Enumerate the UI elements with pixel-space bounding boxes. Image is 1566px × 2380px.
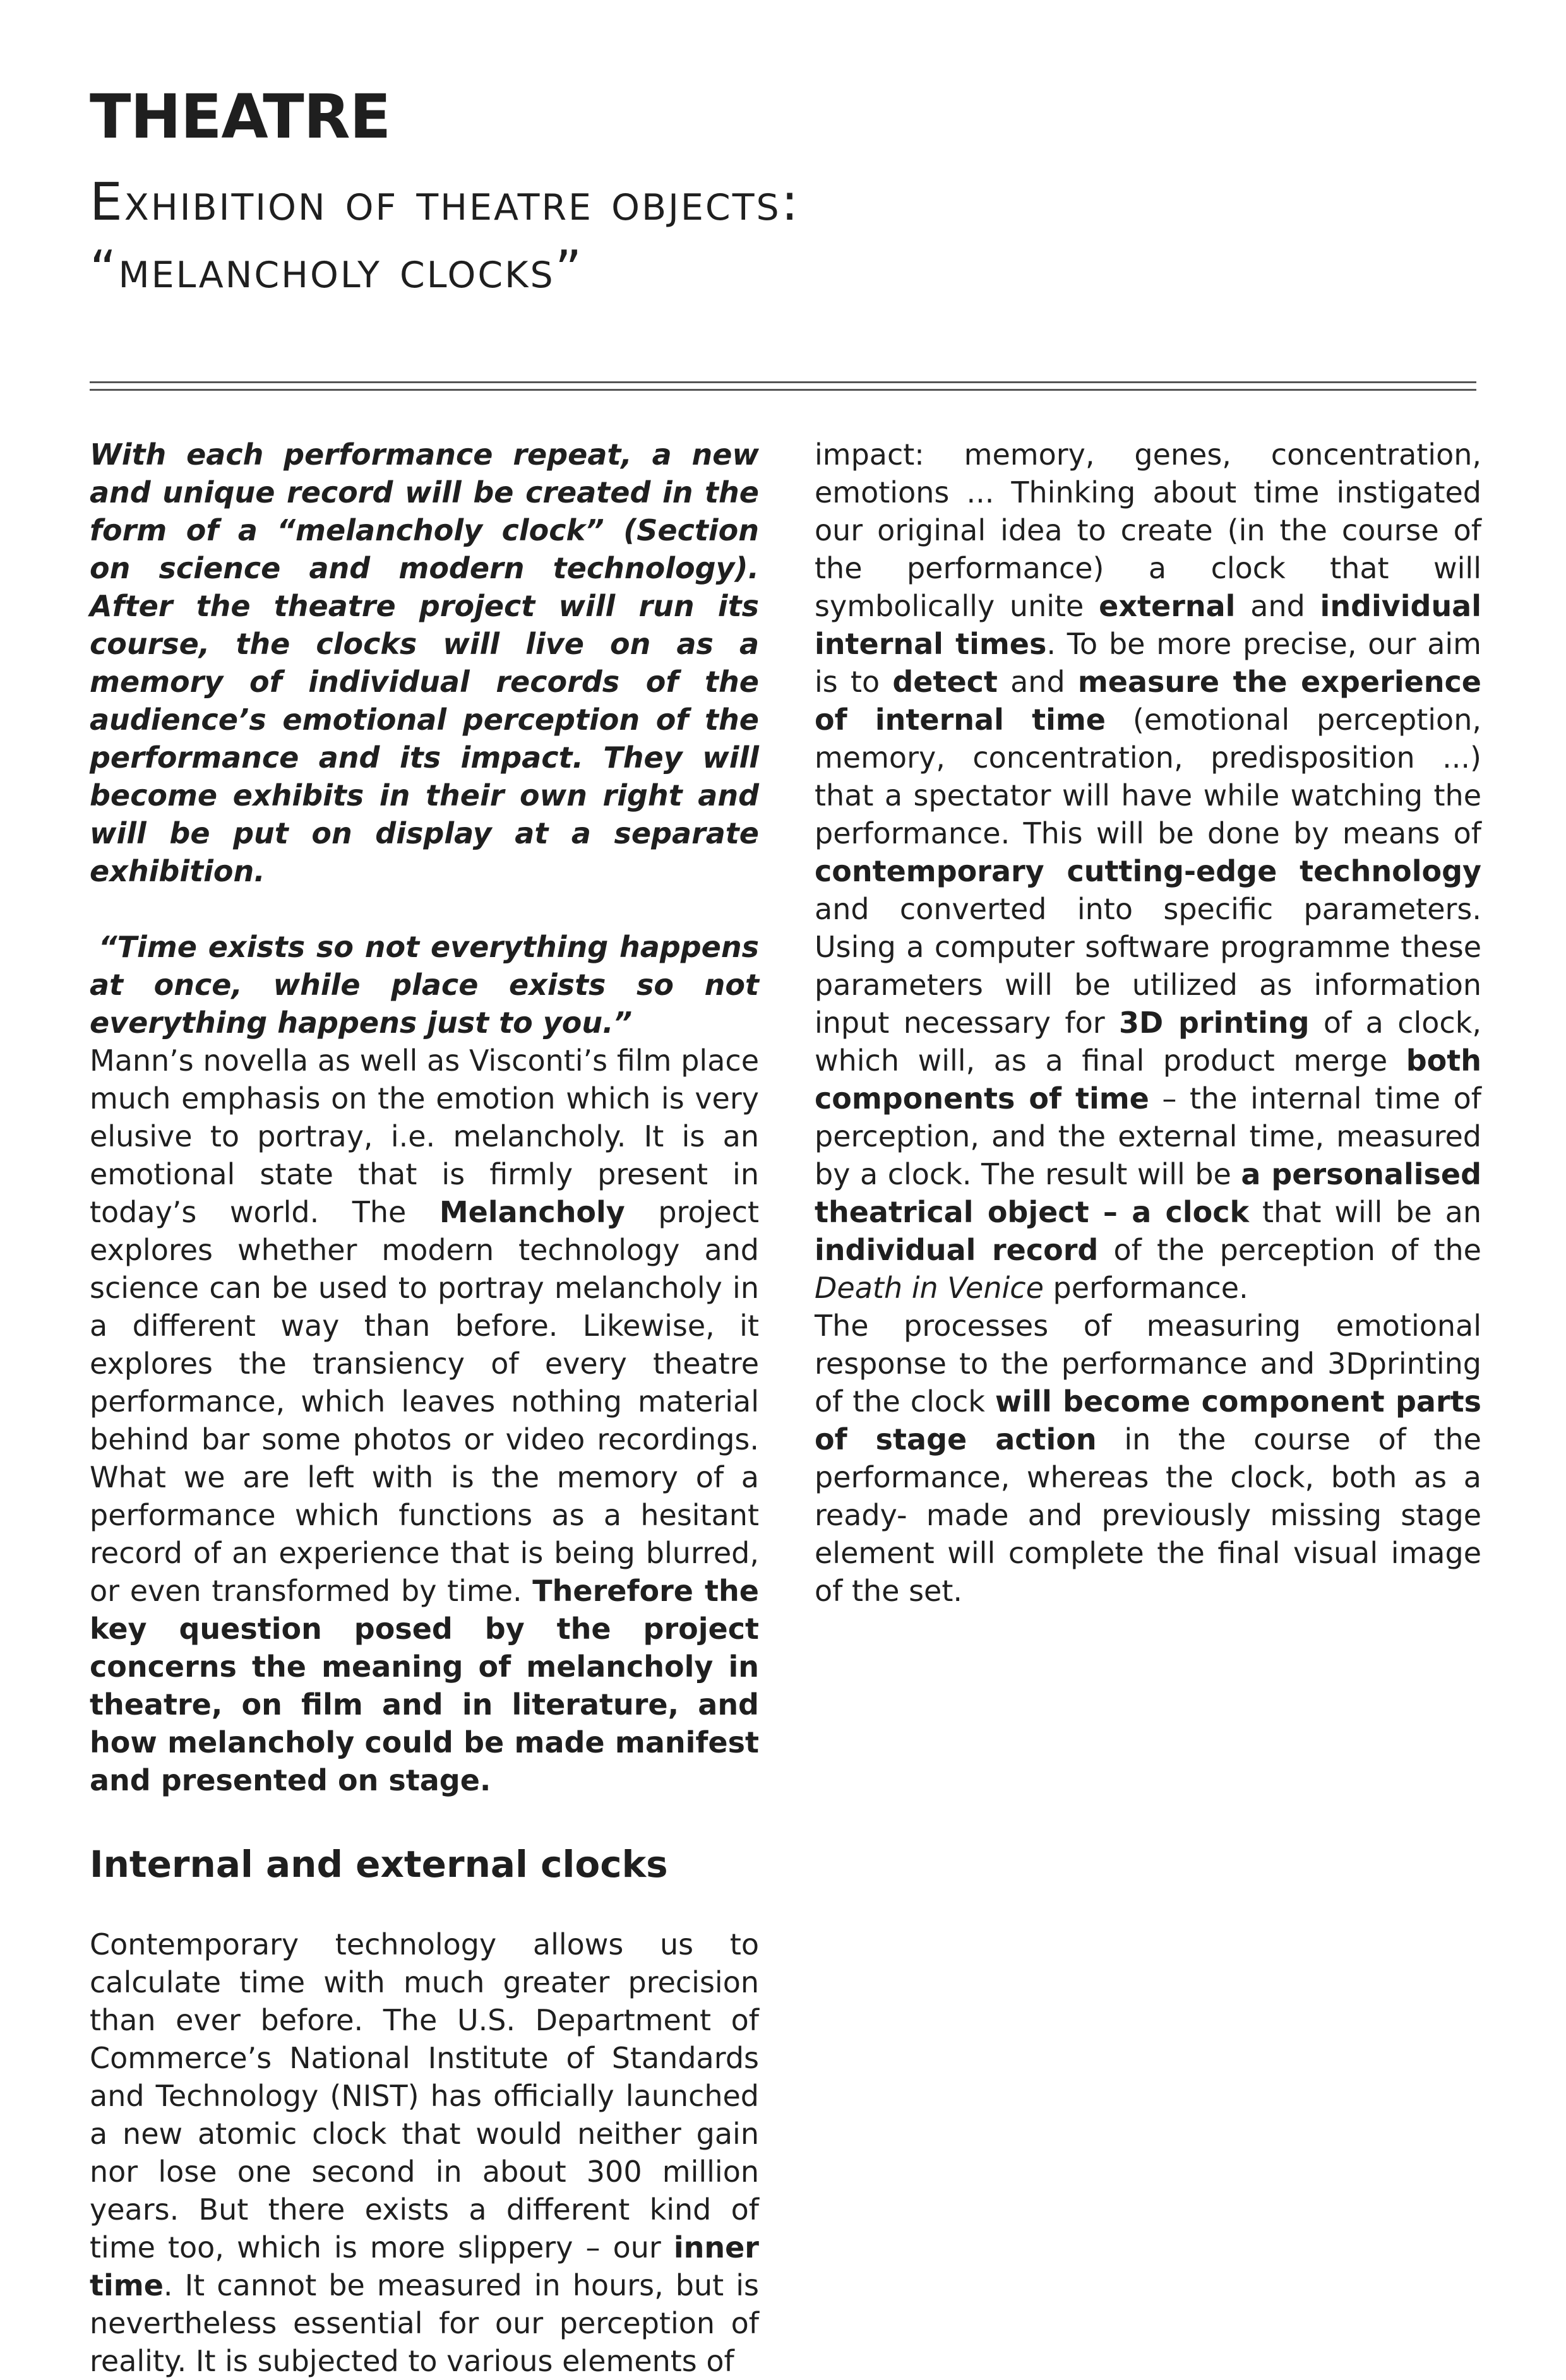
text-run: and converted into specific parameters. Using a computer software programme these parameters will be utilized as information input necessary for [815,892,1481,1040]
quote-paragraph: “Time exists so not everything happens at once, while place exists so not everything happens just to you.” [90,930,759,1040]
text-run: that will be an [1249,1195,1481,1229]
bold-run: individual internal times [815,589,1481,661]
text-run: – the internal time of perception, and the external time, measured by a clock. The result will be [815,1081,1481,1191]
bold-run: detect [892,665,998,699]
bold-run: measure the experience of internal time [815,665,1481,737]
text-run: (emotional perception, memory, concentration, predisposition ...) that a spectator will have while watching the performance. This will be done by means of [815,703,1481,850]
subtitle-line-2: “melancholy clocks” [90,239,584,300]
bold-run: Therefore the key question posed by the project concerns the meaning of melancholy in theatre, on film and in literature, and how melancholy could be made manifest and presented on stage. [90,1574,759,1797]
text-run: The processes of measuring emotional response to the performance and 3Dprinting of the clock [815,1309,1481,1419]
divider-top [90,381,1476,383]
text-run: Mann’s novella as well as Visconti’s film place much emphasis on the emotion which is very elusive to portray, i.e. melancholy. It is an emotional state that is firmly present in today’s world. The [90,1044,759,1229]
text-run: of the perception of the [1098,1233,1481,1267]
text-run: and [997,665,1078,699]
text-run: performance. [1043,1271,1248,1305]
bold-run: will become component parts of stage action [815,1384,1481,1456]
bold-run: 3D printing [1119,1006,1310,1040]
page-title: THEATRE [90,81,391,152]
body-paragraph-3 [815,436,1481,1307]
bold-run: individual record [815,1233,1099,1267]
body-paragraph-2 [90,1925,759,2380]
right-column [815,436,1481,1610]
body-paragraph-1 [90,1042,759,1799]
body-paragraph-4 [815,1307,1481,1610]
text-run: in the course of the performance, whereas the clock, both as a ready- made and previously missing stage element will complete the final visual image of the set. [815,1422,1481,1608]
left-column [90,436,759,2380]
bold-run: contemporary cutting-edge technology [815,854,1481,888]
text-run: impact: memory, genes, concentration, emotions ... Thinking about time instigated our original idea to create (in the course of the performance) a clock that will symbolically unite [815,437,1481,623]
bold-run: a personalised theatrical object – a clock [815,1157,1481,1229]
text-run: project explores whether modern technology and science can be used to portray melancholy in a different way than before. Likewise, it explores the transiency of every theatre performance, which leaves nothing material behind bar some photos or video recordings. What we are left with is the memory of a performance which functions as a hesitant record of an experience that is being blurred, or even transformed by time. [90,1195,760,1608]
page-subtitle [90,169,800,304]
subtitle-line-1: Exhibition of theatre objects: [90,172,801,232]
divider-bottom [90,389,1476,391]
text-run: Contemporary technology allows us to calculate time with much greater precision than ever before. The U.S. Department of Commerce’s National Institute of Standards and Technology (NIST) has officially launched a new atomic clock that would neither gain nor lose one second in about 300 million years. But there exists a different kind of time too, which is more slippery – our [90,1927,759,2264]
section-heading: Internal and external clocks [90,1843,668,1886]
bold-run: external [1099,589,1236,623]
text-run: . It cannot be measured in hours, but is nevertheless essential for our perception of reality. It is subjected to various elements of [90,2268,759,2378]
italic-run: Death in Venice [815,1271,1044,1305]
text-run: and [1235,589,1320,623]
text-run: of a clock, which will, as a final product merge [815,1006,1481,1078]
bold-run: inner time [90,2230,759,2302]
bold-run: both components of time [815,1044,1481,1116]
text-run: . To be more precise, our aim is to [815,627,1481,699]
intro-paragraph: With each performance repeat, a new and unique record will be created in the form of a “melancholy clock” (Section on science and modern technology). After the theatre project will run its course, the clocks will live on as a memory of individual records of the audience’s emotional perception of the performance and its impact. They will become exhibits in their own right and will be put on display at a separate exhibition. [90,437,759,888]
bold-run: Melancholy [439,1195,625,1229]
